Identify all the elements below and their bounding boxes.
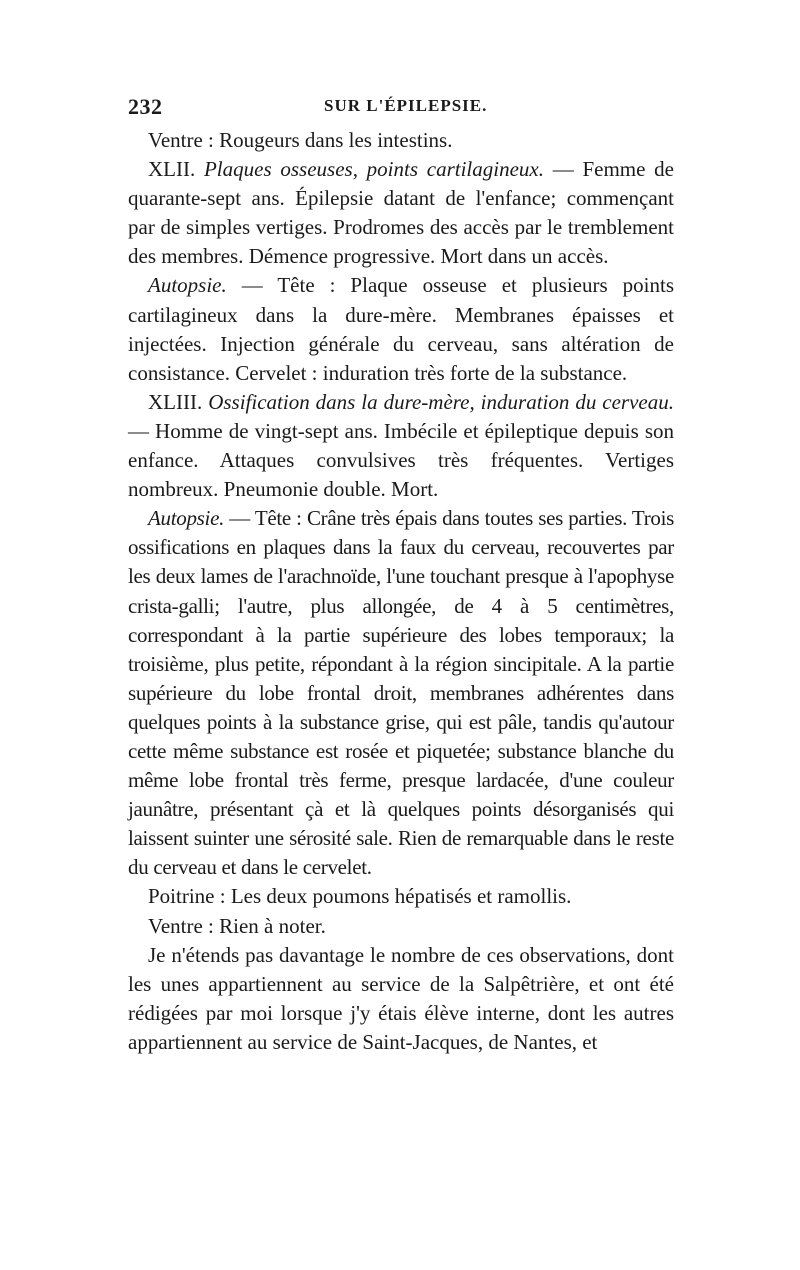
observation-title: Plaques osseuses, points cartilagineux. <box>203 157 544 182</box>
text-segment: Poitrine : Les deux poumons hépatisés et ramollis. <box>148 884 572 909</box>
page-number: 232 <box>128 94 163 119</box>
body-text <box>128 126 674 1057</box>
text-segment: — Femme de quarante-sept ans. Épilepsie datant de l'enfance; commençant par de simples vertiges. Prodromes des accès par le tremblement des membres. Démence progressive. Mort dans un accès. <box>128 157 674 269</box>
paragraph-poitrine <box>128 882 674 911</box>
observation-number: XLIII. <box>148 389 209 414</box>
paragraph-observation-xliii <box>128 388 674 504</box>
paragraph-autopsie-xliii <box>128 504 674 882</box>
text-segment: — Homme de vingt-sept ans. Imbécile et épileptique depuis son enfance. Attaques convulsives très fréquentes. Vertiges nombreux. Pneumonie double. Mort. <box>128 418 674 502</box>
observation-title: Ossification dans la dure-mère, induration du cerveau. <box>208 389 674 414</box>
paragraph-observation-xlii <box>128 155 674 271</box>
paragraph-autopsie-xlii <box>128 271 674 387</box>
page-header <box>128 94 674 120</box>
text-segment: — Tête : Plaque osseuse et plusieurs points cartilagineux dans la dure-mère. Membranes épaisses et injectées. Injection générale du cerveau, sans altération de consistance. Cervelet : induration très forte de la substance. <box>128 273 674 385</box>
observation-number: XLII. <box>148 157 204 182</box>
paragraph-conclusion <box>128 941 674 1057</box>
autopsie-label: Autopsie. <box>148 273 227 298</box>
text-segment: Ventre : Rougeurs dans les intestins. <box>148 128 453 152</box>
paragraph-ventre-rien <box>128 912 674 941</box>
text-segment: Je n'étends pas davantage le nombre de ces observations, dont les unes appartiennent au service de la Salpêtrière, et ont été rédigées par moi lorsque j'y étais élève interne, dont les autres appartiennent au service de Saint-Jacques, de Nantes, et <box>128 942 674 1054</box>
text-segment: Ventre : Rien à noter. <box>148 913 326 938</box>
running-head: SUR L'ÉPILEPSIE. <box>324 96 488 115</box>
paragraph-ventre-intestins <box>128 126 674 155</box>
autopsie-label: Autopsie. <box>148 506 225 531</box>
text-segment: — Tête : Crâne très épais dans toutes ses parties. Trois ossifications en plaques dans la faux du cerveau, recouvertes par les deux lames de l'arachnoïde, l'une touchant presque à l'apophyse crista-galli; l'autre, plus allongée, de 4 à 5 centimètres, correspondant à la partie supérieure des lobes temporaux; la troisième, plus petite, répondant à la région sincipitale. A la partie supérieure du lobe frontal droit, membranes adhérentes dans quelques points à la substance grise, qui est pâle, tandis qu'autour cette même substance est rosée et piquetée; substance blanche du même lobe frontal très ferme, presque lardacée, d'une couleur jaunâtre, présentant çà et là quelques points désorganisés qui laissent suinter une sérosité sale. Rien de remarquable dans le reste du cerveau et dans le cervelet. <box>128 506 674 880</box>
